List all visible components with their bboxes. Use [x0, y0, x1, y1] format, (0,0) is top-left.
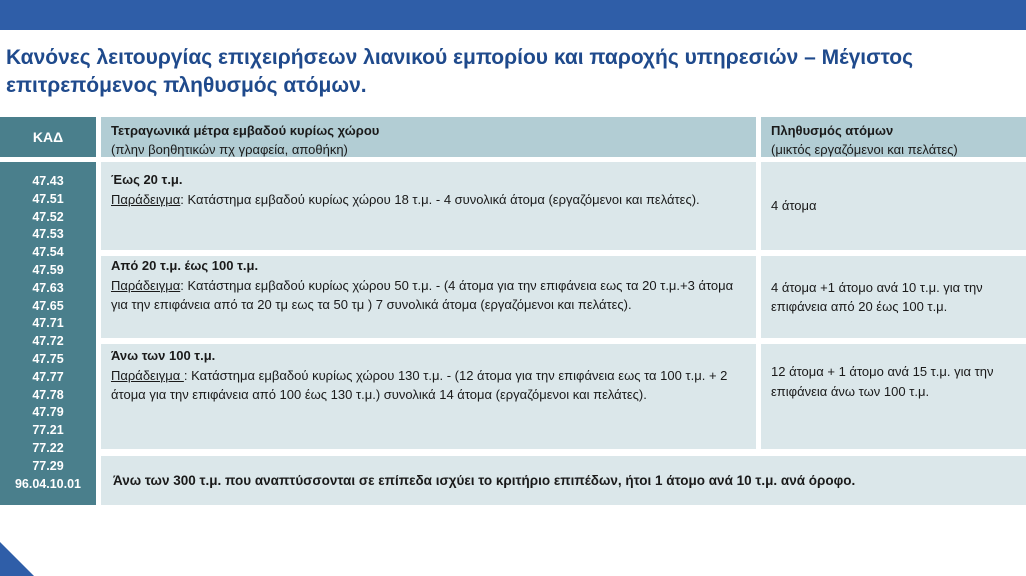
kad-code: 47.72	[32, 334, 64, 349]
people-rule-over-100	[761, 344, 1026, 449]
kad-code: 47.43	[32, 174, 64, 188]
kad-code: 47.63	[32, 280, 64, 295]
example-label: Παράδειγμα	[111, 191, 181, 207]
kad-code: 47.54	[32, 245, 64, 260]
kad-code: 77.22	[32, 440, 64, 455]
kad-code: 77.21	[32, 423, 64, 438]
corner-triangle-decoration	[0, 542, 34, 576]
header-area-subtitle: (πλην βοηθητικών πχ γραφεία, αποθήκη)	[111, 142, 348, 157]
example-text: Κατάστημα εμβαδού κυρίως χώρου 18 τ.μ. - 4 συνολικά άτομα (εργαζόμενοι και πελάτες).	[183, 191, 700, 207]
kad-code: 47.77	[32, 369, 64, 384]
kad-code: 47.53	[32, 227, 64, 242]
kad-code: 77.29	[32, 458, 64, 473]
people-rule-20-to-100	[761, 256, 1026, 338]
people-value: 12 άτομα + 1 άτομο ανά 15 τ.μ. για την επιφάνεια άνω των 100 τ.μ.	[771, 364, 994, 399]
example-separator: :	[180, 277, 184, 293]
example-separator: :	[180, 191, 184, 207]
header-kad	[0, 117, 96, 157]
area-rule-over-100	[101, 344, 756, 449]
kad-code: 96.04.10.01	[14, 476, 82, 491]
rule-heading: Άνω των 100 τ.μ.	[111, 348, 216, 363]
kad-code: 47.78	[32, 387, 64, 402]
example-label: Παράδειγμα	[111, 277, 181, 293]
header-area-title: Τετραγωνικά μέτρα εμβαδού κυρίως χώρου	[111, 123, 380, 138]
multi-level-rule-text: Άνω των 300 τ.μ. που αναπτύσσονται σε επίπεδα ισχύει το κριτήριο επιπέδων, ήτοι 1 άτομο ανά 10 τ.μ. ανά όροφο.	[113, 473, 856, 488]
example-label: Παράδειγμα	[111, 367, 184, 383]
header-people-title: Πληθυσμός ατόμων	[771, 123, 894, 138]
kad-code: 47.52	[32, 209, 64, 224]
kad-code: 47.71	[32, 316, 64, 331]
rule-heading: Έως 20 τ.μ.	[111, 172, 183, 187]
top-banner	[0, 0, 1026, 30]
area-rule-20-to-100	[101, 256, 756, 338]
people-value: 4 άτομα +1 άτομο ανά 10 τ.μ. για την επιφάνεια από 20 έως 100 τ.μ.	[771, 279, 983, 314]
kad-code: 47.75	[32, 351, 64, 366]
example-text: Κατάστημα εμβαδού κυρίως χώρου 50 τ.μ. - (4 άτομα για την επιφάνεια εως τα 20 τ.μ.+3 άτομα για την επιφάνεια από τα 20 τμ εως τα 50 τμ ) 7 συνολικά άτομα (εργαζόμενοι και πελάτες).	[111, 277, 734, 312]
people-value: 4 άτομα	[771, 198, 817, 214]
kad-code: 47.79	[32, 405, 64, 420]
kad-code: 47.51	[32, 191, 64, 206]
header-people	[761, 117, 1026, 157]
kad-code-list	[0, 162, 96, 505]
example-separator: :	[183, 367, 188, 383]
page-title: Κανόνες λειτουργίας επιχειρήσεων λιανικού εμπορίου και παροχής υπηρεσιών – Μέγιστος επιτρεπόμενος πληθυσμός ατόμων.	[6, 46, 914, 97]
rule-heading: Από 20 τ.μ. έως 100 τ.μ.	[111, 258, 259, 273]
kad-code: 47.65	[32, 298, 64, 313]
area-rule-up-to-20	[101, 162, 756, 250]
header-area	[101, 117, 756, 157]
example-text: Κατάστημα εμβαδού κυρίως χώρου 130 τ.μ. - (12 άτομα για την επιφάνεια εως τα 100 τ.μ. + 2 άτομα για την επιφάνεια από 100 έως 130 τ.μ.) συνολικά 14 άτομα (εργαζόμενοι και πελάτες).	[111, 367, 728, 402]
people-rule-up-to-20	[761, 162, 1026, 250]
header-kad-label: ΚΑΔ	[32, 129, 64, 145]
kad-code: 47.59	[32, 262, 64, 277]
header-people-subtitle: (μικτός εργαζόμενοι και πελάτες)	[771, 142, 958, 157]
multi-level-rule	[101, 456, 1026, 505]
